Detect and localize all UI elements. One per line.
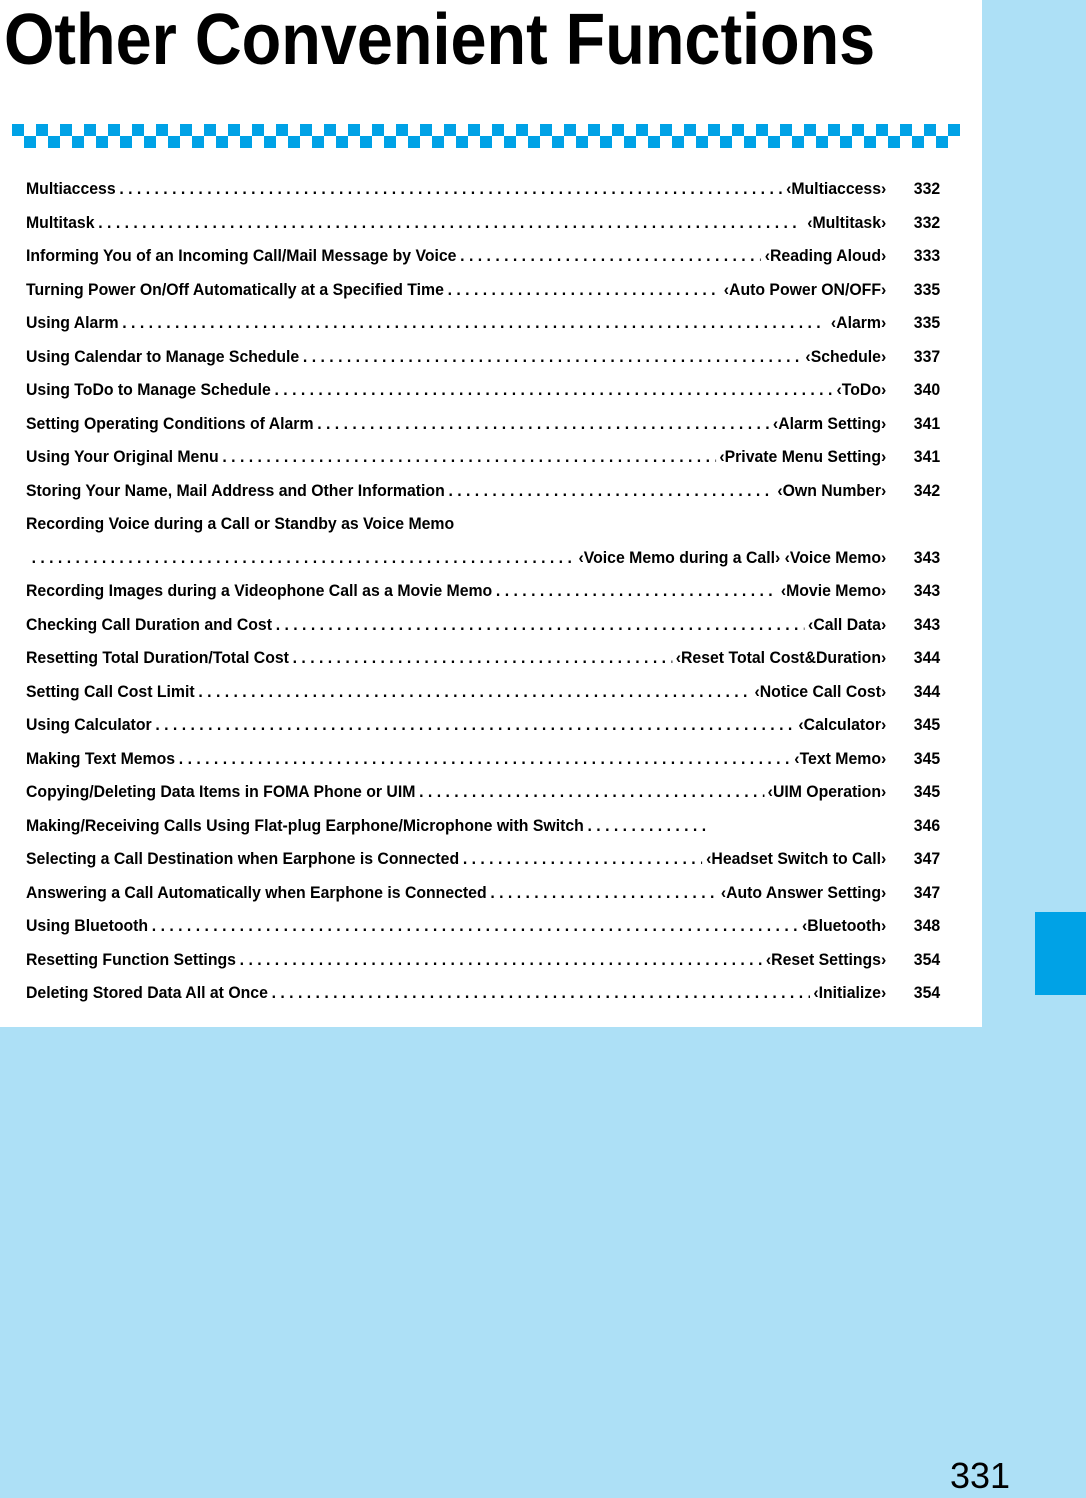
toc-entry-page: 335 bbox=[913, 313, 941, 332]
toc-entry-function: ‹Auto Power ON/OFF› bbox=[723, 279, 887, 299]
toc-entry-label: Resetting Total Duration/Total Cost bbox=[26, 648, 289, 667]
toc-entry-function: ‹Reading Aloud› bbox=[764, 246, 887, 265]
toc-entry-page: 343 bbox=[913, 547, 941, 567]
toc-entry-label: Selecting a Call Destination when Earphone is Connected bbox=[26, 849, 460, 868]
toc-entry[interactable] bbox=[26, 682, 940, 716]
toc-entry[interactable] bbox=[26, 849, 940, 883]
toc-entry[interactable] bbox=[26, 983, 940, 1017]
toc-entry-label: Turning Power On/Off Automatically at a Specified Time bbox=[26, 279, 444, 299]
toc-entry-label: Informing You of an Incoming Call/Mail Message by Voice bbox=[26, 246, 457, 265]
toc-entry[interactable] bbox=[26, 347, 940, 381]
toc-entry[interactable] bbox=[26, 782, 940, 816]
toc-entry-label: Checking Call Duration and Cost bbox=[26, 614, 272, 634]
toc-entry-page: 343 bbox=[913, 581, 941, 600]
table-of-contents bbox=[26, 179, 941, 1017]
toc-entry[interactable] bbox=[26, 280, 940, 314]
toc-entry-function: ‹Text Memo› bbox=[794, 748, 887, 768]
toc-entry-label: Using Alarm bbox=[26, 313, 119, 332]
leader-dots bbox=[32, 548, 575, 568]
toc-entry[interactable] bbox=[26, 950, 940, 984]
toc-entry-function: ‹Movie Memo› bbox=[780, 581, 887, 600]
leader-dots bbox=[240, 950, 763, 970]
toc-entry-page: 344 bbox=[913, 648, 941, 667]
toc-entry-function: ‹ToDo› bbox=[836, 380, 887, 399]
leader-dots bbox=[588, 816, 709, 836]
toc-entry-function: ‹UIM Operation› bbox=[767, 782, 887, 801]
toc-entry-label: Making Text Memos bbox=[26, 748, 176, 768]
leader-dots bbox=[448, 481, 773, 501]
toc-entry-page: 333 bbox=[913, 246, 941, 265]
toc-entry-function: ‹Schedule› bbox=[805, 346, 887, 366]
leader-dots bbox=[179, 749, 791, 769]
toc-entry-page: 345 bbox=[913, 748, 941, 768]
toc-entry-page: 341 bbox=[913, 413, 941, 433]
toc-entry-function: ‹Multitask› bbox=[807, 212, 887, 232]
toc-entry-label: Setting Operating Conditions of Alarm bbox=[26, 413, 314, 433]
toc-entry-label: Recording Images during a Videophone Call as a Movie Memo bbox=[26, 581, 493, 600]
leader-dots bbox=[119, 179, 782, 199]
toc-entry-page: 347 bbox=[913, 849, 941, 868]
leader-dots bbox=[274, 380, 832, 400]
toc-entry-label: Copying/Deleting Data Items in FOMA Phone or UIM bbox=[26, 782, 416, 801]
toc-entry[interactable] bbox=[26, 816, 940, 850]
toc-entry[interactable] bbox=[26, 179, 940, 213]
leader-dots bbox=[293, 648, 672, 668]
leader-dots bbox=[98, 213, 803, 233]
toc-entry[interactable] bbox=[26, 916, 940, 950]
leader-dots bbox=[460, 246, 761, 266]
toc-entry-page: 341 bbox=[913, 447, 941, 466]
toc-entry-label: Using Calculator bbox=[26, 715, 152, 734]
leader-dots bbox=[122, 313, 827, 333]
toc-entry-function: ‹Multiaccess› bbox=[786, 179, 887, 198]
toc-entry-page: 332 bbox=[913, 179, 941, 198]
toc-entry-page: 345 bbox=[913, 715, 941, 734]
toc-entry-continuation[interactable] bbox=[26, 548, 940, 582]
chapter-tab-marker bbox=[1035, 912, 1086, 995]
toc-entry-page: 335 bbox=[913, 279, 941, 299]
toc-entry-label: Using Bluetooth bbox=[26, 916, 149, 935]
toc-entry-function: ‹Private Menu Setting› bbox=[719, 447, 887, 466]
toc-entry[interactable] bbox=[26, 246, 940, 280]
leader-dots bbox=[490, 883, 717, 903]
toc-entry[interactable] bbox=[26, 715, 940, 749]
toc-entry-function: ‹Voice Memo during a Call› ‹Voice Memo› bbox=[578, 547, 887, 567]
toc-entry-page: 337 bbox=[913, 346, 941, 366]
toc-entry-label: Storing Your Name, Mail Address and Other Information bbox=[26, 480, 445, 500]
leader-dots bbox=[419, 782, 764, 802]
toc-entry-label: Making/Receiving Calls Using Flat-plug Earphone/Microphone with Switch bbox=[26, 815, 584, 835]
page-title: Other Convenient Functions bbox=[4, 0, 876, 80]
toc-entry-page: 345 bbox=[913, 782, 941, 801]
toc-entry-page: 340 bbox=[913, 380, 941, 399]
toc-entry-function: ‹Alarm Setting› bbox=[772, 413, 887, 433]
toc-entry-label: Recording Voice during a Call or Standby as Voice Memo bbox=[26, 514, 455, 533]
toc-entry-page: 343 bbox=[913, 614, 941, 634]
leader-dots bbox=[152, 916, 798, 936]
toc-entry-label: Deleting Stored Data All at Once bbox=[26, 983, 268, 1002]
toc-entry-label: Using ToDo to Manage Schedule bbox=[26, 380, 271, 399]
leader-dots bbox=[222, 447, 715, 467]
toc-entry-function: ‹Calculator› bbox=[798, 715, 887, 734]
leader-dots bbox=[463, 849, 703, 869]
toc-entry[interactable] bbox=[26, 213, 940, 247]
toc-entry[interactable] bbox=[26, 749, 940, 783]
toc-entry[interactable] bbox=[26, 883, 940, 917]
toc-entry[interactable] bbox=[26, 481, 940, 515]
toc-entry-heading[interactable] bbox=[26, 514, 940, 548]
toc-entry[interactable] bbox=[26, 615, 940, 649]
toc-entry[interactable] bbox=[26, 313, 940, 347]
toc-entry[interactable] bbox=[26, 414, 940, 448]
toc-entry[interactable] bbox=[26, 380, 940, 414]
toc-entry-page: 342 bbox=[913, 480, 941, 500]
toc-entry-function: ‹Alarm› bbox=[830, 313, 887, 332]
toc-entry-label: Using Your Original Menu bbox=[26, 447, 219, 466]
toc-entry-page: 347 bbox=[913, 882, 941, 902]
toc-entry-label: Using Calendar to Manage Schedule bbox=[26, 346, 300, 366]
toc-entry[interactable] bbox=[26, 581, 940, 615]
toc-entry[interactable] bbox=[26, 648, 940, 682]
toc-entry-page: 344 bbox=[913, 681, 941, 701]
toc-entry-label: Multiaccess bbox=[26, 179, 116, 198]
toc-entry-function: ‹Headset Switch to Call› bbox=[706, 849, 887, 868]
toc-entry-function: ‹Notice Call Cost› bbox=[754, 681, 887, 701]
toc-entry-function: ‹Auto Answer Setting› bbox=[720, 882, 887, 902]
toc-entry-function: ‹Reset Settings› bbox=[765, 949, 887, 969]
toc-entry-page: 332 bbox=[913, 212, 941, 232]
toc-entry-label: Resetting Function Settings bbox=[26, 949, 236, 969]
leader-dots bbox=[272, 983, 810, 1003]
toc-entry-label: Multitask bbox=[26, 212, 95, 232]
toc-entry-page: 348 bbox=[913, 916, 941, 935]
toc-entry-page: 346 bbox=[913, 815, 941, 835]
toc-entry-function: ‹Own Number› bbox=[777, 480, 887, 500]
toc-entry-label: Setting Call Cost Limit bbox=[26, 681, 195, 701]
toc-entry-function: ‹Reset Total Cost&Duration› bbox=[675, 648, 887, 667]
checker-divider-bottom bbox=[12, 136, 960, 148]
toc-entry-function: ‹Call Data› bbox=[808, 614, 887, 634]
leader-dots bbox=[155, 715, 794, 735]
leader-dots bbox=[303, 347, 802, 367]
toc-entry[interactable] bbox=[26, 447, 940, 481]
page-number: 331 bbox=[950, 1455, 1011, 1496]
leader-dots bbox=[448, 280, 720, 300]
leader-dots bbox=[317, 414, 769, 434]
toc-entry-page: 354 bbox=[913, 983, 941, 1002]
toc-entry-function: ‹Initialize› bbox=[813, 983, 887, 1002]
leader-dots bbox=[496, 581, 777, 601]
toc-entry-function: ‹Bluetooth› bbox=[801, 916, 887, 935]
leader-dots bbox=[198, 682, 750, 702]
toc-entry-label: Answering a Call Automatically when Earphone is Connected bbox=[26, 882, 487, 902]
leader-dots bbox=[276, 615, 805, 635]
toc-entry-page: 354 bbox=[913, 949, 941, 969]
